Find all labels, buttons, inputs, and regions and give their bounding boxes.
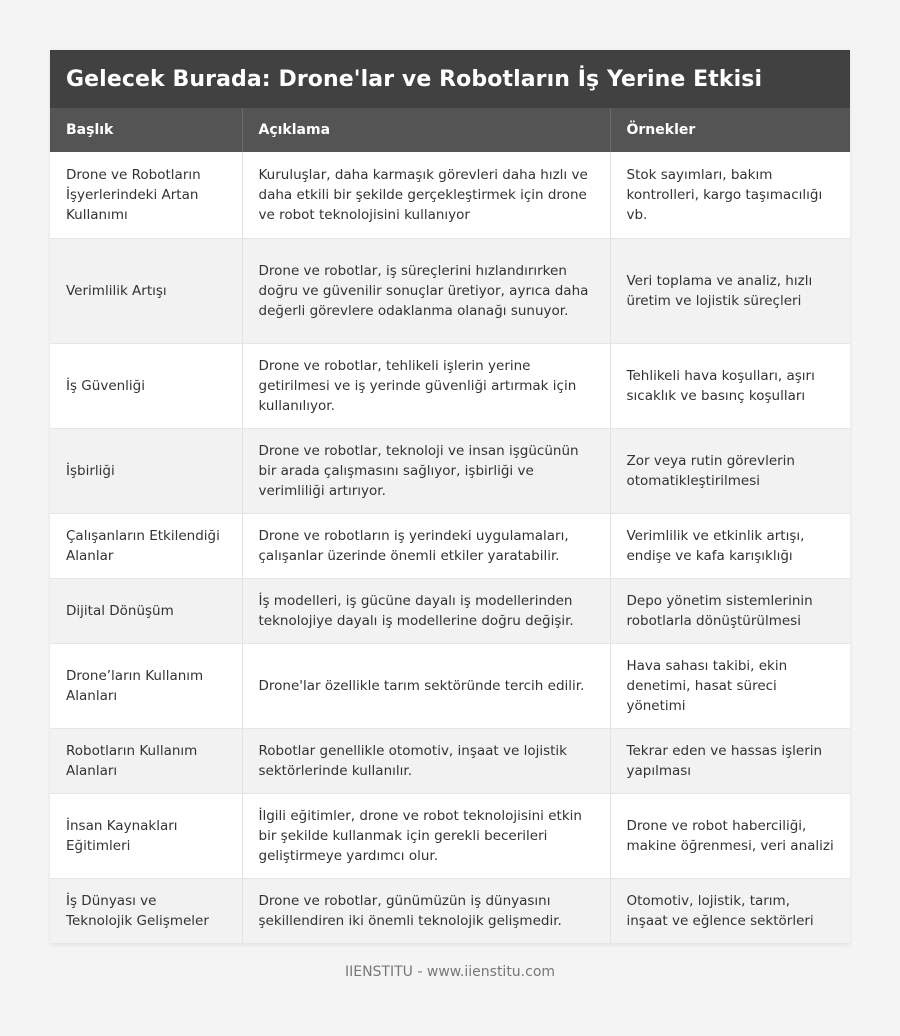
data-table (50, 108, 850, 944)
title-bar (50, 50, 850, 108)
cell-examples: Veri toplama ve analiz, hızlı üretim ve lojistik süreçleri (610, 238, 850, 343)
table-card (50, 50, 850, 944)
cell-title: Robotların Kullanım Alanları (50, 728, 242, 793)
cell-examples: Drone ve robot haberciliği, makine öğrenmesi, veri analizi (610, 793, 850, 878)
cell-title: Drone’ların Kullanım Alanları (50, 643, 242, 728)
cell-examples: Stok sayımları, bakım kontrolleri, kargo taşımacılığı vb. (610, 152, 850, 238)
cell-description: Drone ve robotlar, iş süreçlerini hızlandırırken doğru ve güvenilir sonuçlar üretiyor, ayrıca daha değerli görevlere odaklanma olanağı sunuyor. (242, 238, 610, 343)
column-header-title: Başlık (50, 108, 242, 152)
cell-examples: Hava sahası takibi, ekin denetimi, hasat süreci yönetimi (610, 643, 850, 728)
footer-credit: IIENSTITU - www.iienstitu.com (344, 964, 556, 980)
cell-examples: Tehlikeli hava koşulları, aşırı sıcaklık ve basınç koşulları (610, 343, 850, 428)
cell-examples: Verimlilik ve etkinlik artışı, endişe ve kafa karışıklığı (610, 513, 850, 578)
table-row (50, 343, 850, 428)
cell-title: Çalışanların Etkilendiği Alanlar (50, 513, 242, 578)
table-row (50, 238, 850, 343)
cell-title: İş Dünyası ve Teknolojik Gelişmeler (50, 878, 242, 943)
cell-examples: Zor veya rutin görevlerin otomatikleştirilmesi (610, 428, 850, 513)
cell-description: Drone ve robotlar, tehlikeli işlerin yerine getirilmesi ve iş yerinde güvenliği artırmak için kullanılıyor. (242, 343, 610, 428)
table-row (50, 643, 850, 728)
table-row (50, 878, 850, 943)
cell-description: Drone ve robotların iş yerindeki uygulamaları, çalışanlar üzerinde önemli etkiler yaratabilir. (242, 513, 610, 578)
column-header-examples: Örnekler (610, 108, 850, 152)
cell-description: Drone'lar özellikle tarım sektöründe tercih edilir. (242, 643, 610, 728)
page-title: Gelecek Burada: Drone'lar ve Robotların İş Yerine Etkisi (66, 66, 763, 92)
cell-description: İş modelleri, iş gücüne dayalı iş modellerinden teknolojiye dayalı iş modellerine doğru değişir. (242, 578, 610, 643)
table-header-row (50, 108, 850, 152)
column-header-description: Açıklama (242, 108, 610, 152)
table-row (50, 793, 850, 878)
cell-examples: Depo yönetim sistemlerinin robotlarla dönüştürülmesi (610, 578, 850, 643)
cell-description: İlgili eğitimler, drone ve robot teknolojisini etkin bir şekilde kullanmak için gerekli becerileri geliştirmeye yardımcı olur. (242, 793, 610, 878)
cell-description: Robotlar genellikle otomotiv, inşaat ve lojistik sektörlerinde kullanılır. (242, 728, 610, 793)
table-row (50, 728, 850, 793)
cell-title: Drone ve Robotların İşyerlerindeki Artan Kullanımı (50, 152, 242, 238)
cell-examples: Otomotiv, lojistik, tarım, inşaat ve eğlence sektörleri (610, 878, 850, 943)
cell-description: Drone ve robotlar, günümüzün iş dünyasını şekillendiren iki önemli teknolojik gelişmedir. (242, 878, 610, 943)
cell-title: İnsan Kaynakları Eğitimleri (50, 793, 242, 878)
cell-title: Dijital Dönüşüm (50, 578, 242, 643)
cell-title: İş Güvenliği (50, 343, 242, 428)
cell-examples: Tekrar eden ve hassas işlerin yapılması (610, 728, 850, 793)
table-row (50, 513, 850, 578)
table-row (50, 428, 850, 513)
cell-title: Verimlilik Artışı (50, 238, 242, 343)
cell-description: Kuruluşlar, daha karmaşık görevleri daha hızlı ve daha etkili bir şekilde gerçekleştirmek için drone ve robot teknolojisini kullanıyor (242, 152, 610, 238)
table-row (50, 152, 850, 238)
cell-description: Drone ve robotlar, teknoloji ve insan işgücünün bir arada çalışmasını sağlıyor, işbirliği ve verimliliği artırıyor. (242, 428, 610, 513)
cell-title: İşbirliği (50, 428, 242, 513)
table-row (50, 578, 850, 643)
